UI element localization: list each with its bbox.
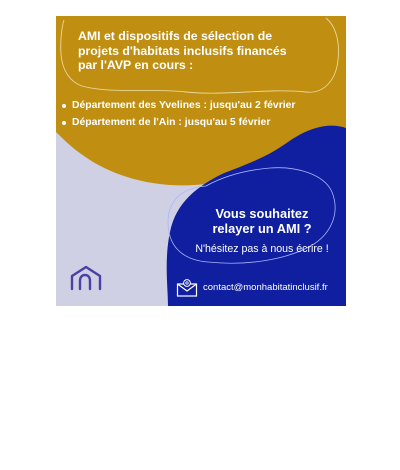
contact-line bbox=[176, 278, 328, 297]
announcement-title bbox=[78, 29, 328, 73]
title-line: projets d'habitats inclusifs financés bbox=[78, 43, 287, 58]
list-item-label: Département des Yvelines : jusqu'au 2 février bbox=[72, 100, 296, 111]
bullet-icon bbox=[62, 121, 66, 125]
bullet-icon bbox=[62, 104, 66, 108]
cta-question-line: relayer un AMI ? bbox=[212, 221, 312, 236]
cta-subtext: N'hésitez pas à nous écrire ! bbox=[195, 243, 329, 255]
envelope-at-icon bbox=[176, 278, 198, 297]
cta-question bbox=[188, 206, 336, 236]
cta-question-line: Vous souhaitez bbox=[215, 206, 309, 221]
announcement-card bbox=[56, 16, 346, 306]
title-line: AMI et dispositifs de sélection de bbox=[78, 29, 273, 43]
house-logo-icon bbox=[69, 264, 103, 291]
deadline-list bbox=[62, 97, 346, 131]
list-item bbox=[62, 97, 346, 114]
list-item-label: Département de l'Ain : jusqu'au 5 février bbox=[72, 117, 271, 128]
call-to-action bbox=[188, 206, 336, 256]
title-line: par l'AVP en cours : bbox=[78, 58, 194, 73]
list-item bbox=[62, 114, 346, 131]
contact-email-link[interactable]: contact@monhabitatinclusif.fr bbox=[203, 282, 328, 293]
